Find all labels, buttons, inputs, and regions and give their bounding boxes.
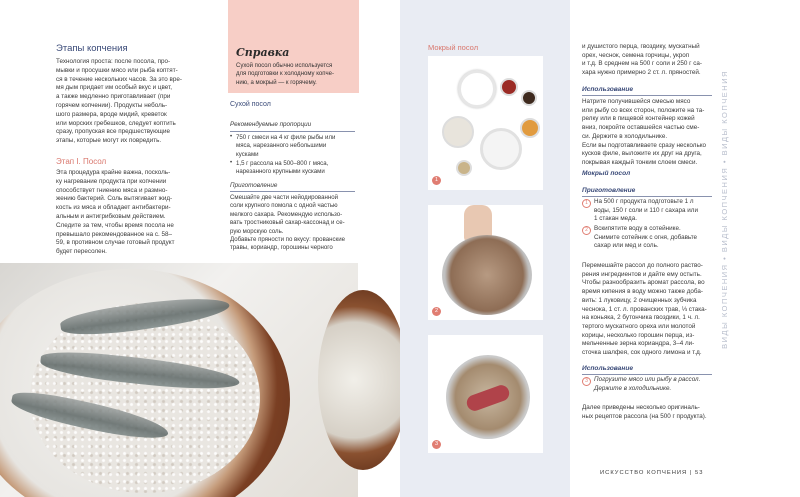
step-3-text: Погрузите мясо или рыбу в рассол. Держите в холодильнике. xyxy=(594,376,701,392)
step-number-badge: 3 xyxy=(582,377,591,386)
preparation-label: Приготовление xyxy=(230,182,278,189)
usage-text: Натрите получившейся смесью мясо или рыбу со всех сторон, положите на та- релку или в пищевой контейнер кожей вниз, покройте оставшейся частью сме- си. Держите в холодильнике. Если вы подготавливаете сразу несколько кусков филе, выложите их друг на друга, покрывая каждый тонким слоем смеси. xyxy=(582,98,707,166)
photo-2-boiling xyxy=(428,205,543,320)
bullet-icon: • xyxy=(230,160,233,166)
divider xyxy=(582,196,712,197)
vertical-title-text: ВИДЫ КОПЧЕНИЯ • ВИДЫ КОПЧЕНИЯ • ВИДЫ КОПЧЕНИЯ xyxy=(720,70,729,349)
divider xyxy=(582,374,712,375)
bullet-icon: • xyxy=(230,134,233,140)
step-number-badge: 1 xyxy=(582,199,591,208)
intro-paragraph: Технология проста: после посола, про- мывки и просушки мясо или рыба коптят- ся в течение нескольких часов. За это вре- мя дым придает им особый вкус и цвет, а также медленно приготавливает (при горячем копчении). Продукты неболь- шого размера, вроде мидий, креветок или морских гребешков, следует коптить сразу, пропуская все предшествующие этапы, которые могут их повредить. xyxy=(56,58,182,145)
proportion-item: 1,5 г рассола на 500–800 г мяса, нарезанного крупными кусками xyxy=(236,160,329,176)
wet-salting-heading: Мокрый посол xyxy=(582,170,631,177)
preparation-text: Смешайте две части нейодированной соли крупного помола с одной частью мелкого сахара. Рекомендую использо- вать тростниковый сахар-кассонад и се- рую морскую соль. Добавьте пряности по вкусу: прованские травы, кориандр, горошины черного xyxy=(230,194,345,252)
bowl-shape xyxy=(458,70,496,108)
step-number-badge: 2 xyxy=(582,226,591,235)
wet-salting-label: Мокрый посол xyxy=(428,43,479,52)
dry-salting-heading: Сухой посол xyxy=(230,101,271,108)
spices-text: и душистого перца, гвоздику, мускатный орех, чеснок, семена горчицы, укроп и т.д. В среднем на 500 г соли и 250 г са- хара нужно примерно 2 ст. л. пряностей. xyxy=(582,43,702,77)
page-footer xyxy=(600,470,703,476)
bowl-shape xyxy=(456,160,472,176)
divider xyxy=(230,131,355,132)
step-2-text: Вскипятите воду в сотейнике. Снимите сотейник с огня, добавьте сахар или мед и соль. xyxy=(594,225,698,250)
step-1-text: На 500 г продукта подготовьте 1 л воды, 150 г соли и 110 г сахара или 1 стакан меда. xyxy=(594,198,698,223)
recipes-intro-text: Далее приведены несколько оригиналь- ных рецептов рассола (на 500 г продукта). xyxy=(582,404,707,420)
vertical-title xyxy=(720,70,740,450)
section-heading: Этапы копчения xyxy=(56,43,128,54)
stage-paragraph: Эта процедура крайне важна, посколь- ку нагревание продукта при копчении способствует гниению мяса и размно- жению бактерий. Соль вытягивает жид- кость из мяса и обладает антибактери- альным и антигрибковым действием. Следите за тем, чтобы время посола не превышало рекомендованное на с. 58– 59, в противном случае готовый продукт будет пересолен. xyxy=(56,169,175,256)
proportions-label: Рекомендуемые пропорции xyxy=(230,121,312,128)
shrimp-salt-photo xyxy=(0,263,358,497)
stage-heading: Этап I. Посол xyxy=(56,157,107,166)
footer-book-title: ИСКУССТВО КОПЧЕНИЯ xyxy=(600,470,688,476)
bowl-shape xyxy=(442,116,474,148)
brine-mixing-text: Перемешайте рассол до полного раство- рения ингредиентов и дайте ему остыть. Чтобы разнообразить аромат рассола, во время кипения в воду можно также доба- вить: 1 луковицу, 2 очищенных зубчика чеснока, 1 ст. л. прованских трав, ⅓ стака- на коньяка, 2 бутончика гвоздики, 1 ч. л. тертого мускатного ореха или молотой корицы, несколько горошин перца, из- мельченные зерна кориандра, 3–4 ли- сточка шалфея, сок одного лимона и т.д. xyxy=(582,262,707,357)
photo-number-badge: 1 xyxy=(432,176,441,185)
note-text: Сухой посол обычно используется для подготовки к холодному копче- нию, а мокрый — к горячему. xyxy=(236,63,334,86)
divider xyxy=(230,191,355,192)
bowl-shape xyxy=(521,90,537,106)
bowl-edge-shape xyxy=(318,290,408,470)
note-title: Справка xyxy=(236,46,290,59)
photo-1-ingredients xyxy=(428,56,543,190)
photo-number-badge: 3 xyxy=(432,440,441,449)
pot-shape xyxy=(442,235,532,315)
usage-label: Использование xyxy=(582,86,634,93)
bowl-shape xyxy=(480,128,522,170)
preparation-label: Приготовление xyxy=(582,187,636,194)
bowl-shape xyxy=(520,118,540,138)
usage-label: Использование xyxy=(582,365,634,372)
photo-number-badge: 2 xyxy=(432,307,441,316)
footer-separator: | xyxy=(689,470,695,476)
bowl-shape xyxy=(500,78,518,96)
page-number: 53 xyxy=(695,470,704,476)
divider xyxy=(582,95,712,96)
proportion-item: 750 г смеси на 4 кг филе рыбы или мяса, нарезанного небольшими кусками xyxy=(236,134,336,158)
photo-3-meat-in-brine xyxy=(428,335,543,453)
